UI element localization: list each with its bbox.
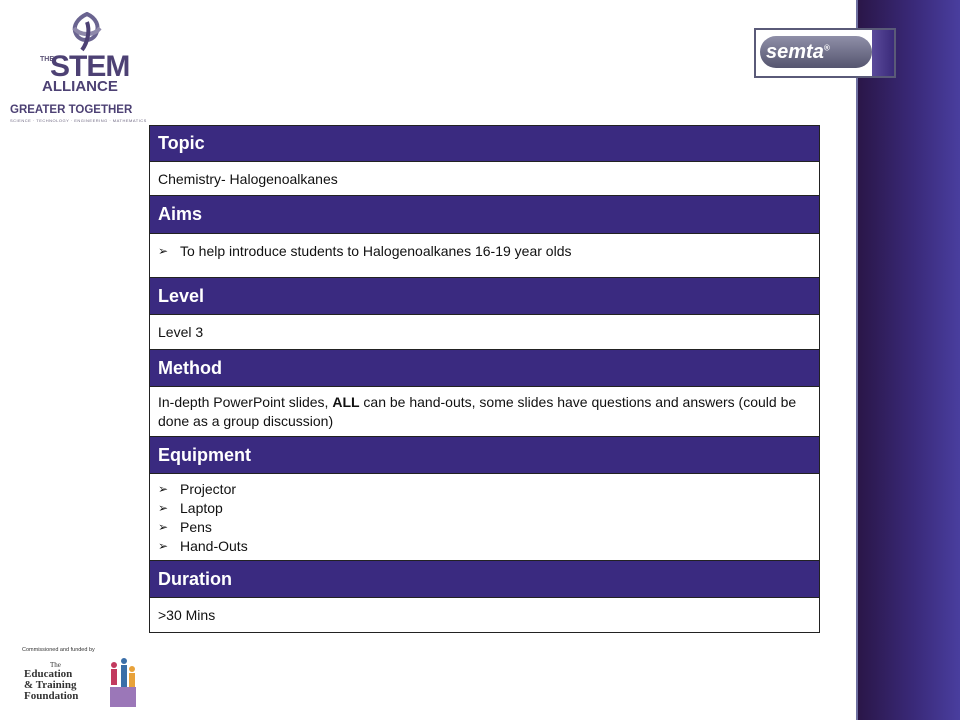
stem-name-text: STEM — [50, 50, 130, 83]
duration-header: Duration — [150, 561, 819, 598]
list-item: ➢ Hand-Outs — [158, 537, 248, 554]
method-header: Method — [150, 350, 819, 387]
duration-value: >30 Mins — [150, 598, 819, 632]
arrow-bullet-icon: ➢ — [158, 481, 169, 496]
method-text: In-depth PowerPoint slides, ALL can be hand-outs, some slides have questions and answers (could be done as a group discussion) — [158, 393, 797, 429]
list-item: ➢ Pens — [158, 518, 212, 535]
level-header: Level — [150, 278, 819, 315]
stem-subjects: SCIENCE · TECHNOLOGY · ENGINEERING · MATHEMATICS — [10, 118, 147, 123]
etf-figures-icon — [106, 655, 138, 711]
aims-header: Aims — [150, 196, 819, 234]
stem-the-text: THE — [40, 56, 54, 63]
decorative-side-band — [856, 0, 960, 720]
lesson-info-table — [149, 125, 820, 633]
equipment-cell — [150, 474, 819, 561]
list-item: ➢ Laptop — [158, 499, 223, 516]
stem-alliance-text: ALLIANCE — [42, 78, 118, 95]
arrow-bullet-icon: ➢ — [158, 519, 169, 534]
aims-item — [158, 243, 571, 259]
etf-commissioned-text: Commissioned and funded by — [22, 647, 95, 653]
level-value: Level 3 — [150, 315, 819, 350]
arrow-bullet-icon: ➢ — [158, 538, 169, 553]
stem-alliance-logo — [10, 12, 150, 130]
semta-text: semta® — [766, 41, 830, 63]
method-emphasis: ALL — [332, 393, 360, 410]
arrow-bullet-icon: ➢ — [158, 243, 169, 258]
method-cell — [150, 387, 819, 437]
etf-logo — [20, 645, 140, 715]
topic-header: Topic — [150, 126, 819, 162]
equipment-header: Equipment — [150, 437, 819, 474]
aims-cell — [150, 234, 819, 278]
equipment-list — [158, 479, 248, 555]
topic-value: Chemistry- Halogenoalkanes — [150, 162, 819, 196]
etf-name: Education & Training Foundation — [24, 668, 79, 702]
list-item: ➢ Projector — [158, 480, 237, 497]
aims-item-text: To help introduce students to Halogenoalkanes 16-19 year olds — [180, 242, 572, 259]
etf-the-text: The — [50, 661, 61, 669]
arrow-bullet-icon: ➢ — [158, 500, 169, 515]
semta-tail — [872, 30, 894, 76]
semta-logo — [754, 28, 896, 78]
stem-tagline: GREATER TOGETHER — [10, 104, 133, 116]
